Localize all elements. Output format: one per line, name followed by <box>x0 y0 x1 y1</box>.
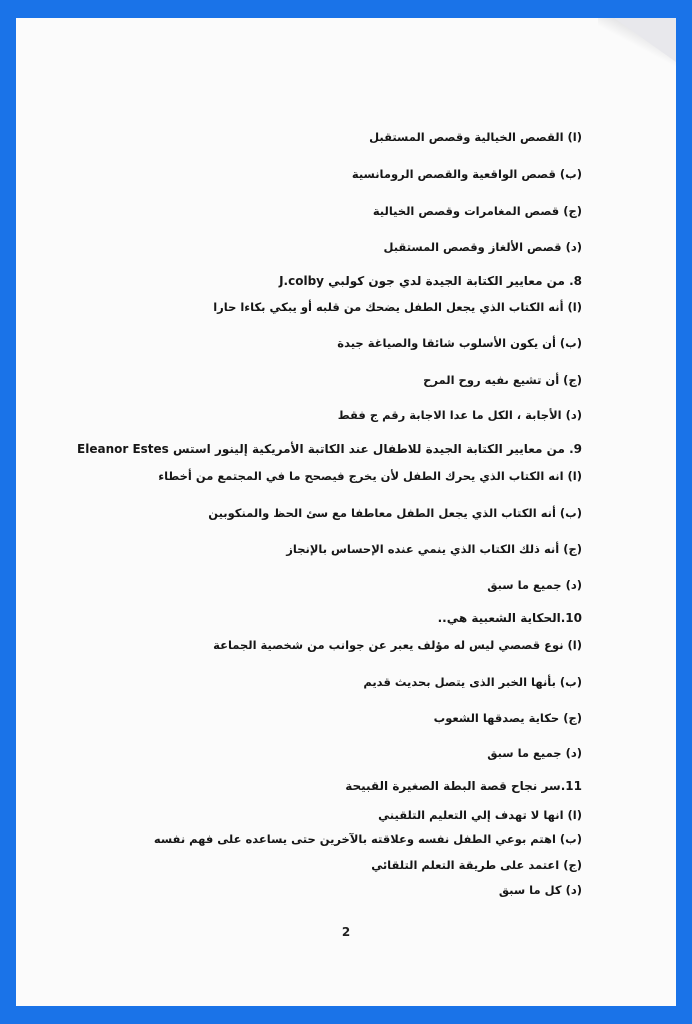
q8-option-c: (ج) أن تشيع ىفيه روح المرح <box>423 373 582 387</box>
q11-title: 11.سر نجاح قصة البطة الصغيرة القبيحة <box>345 779 582 793</box>
document-page <box>16 18 676 1006</box>
q9-option-d: (د) جميع ما سبق <box>487 578 582 592</box>
q11-option-b: (ب) اهتم بوعي الطفل نفسه وعلاقته بالآخرين حتى يساعده على فهم نفسه <box>153 832 582 846</box>
q10-option-c: (ج) حكاية يصدقها الشعوب <box>433 711 582 725</box>
q10-option-a: (ا) نوع قصصي ليس له مؤلف يعبر عن جوانب من شخصية الجماعة <box>213 638 582 652</box>
q7-option-c: (ج) قصص المغامرات وقصص الخيالية <box>372 204 582 218</box>
q7-option-b: (ب) قصص الواقعية والقصص الرومانسية <box>351 167 582 181</box>
q9-option-a: (ا) انه الكتاب الذي يحرك الطفل لأن يخرج فيصحح ما في المجتمع من أخطاء <box>158 469 582 483</box>
q10-title: 10.الحكاية الشعبية هي.. <box>437 611 582 625</box>
q10-option-b: (ب) بأنها الخبر الذى يتصل بحديث قديم <box>363 675 582 689</box>
q9-title: 9. من معايير الكتابة الجيدة للاطفال عند الكاتبة الأمريكية إلينور استس Eleanor Estes <box>77 442 582 456</box>
q11-option-c: (ج) اعتمد على طريقة التعلم التلقائي <box>371 858 582 872</box>
q9-option-c: (ج) أنه ذلك الكتاب الذي ينمي عنده الإحساس بالإنجاز <box>286 542 582 556</box>
q10-option-d: (د) جميع ما سبق <box>487 746 582 760</box>
q7-option-a: (ا) القصص الخيالية وقصص المستقبل <box>369 130 582 144</box>
q9-option-b: (ب) أنه الكتاب الذي يجعل الطفل معاطفا مع سئ الحظ والمنكوبين <box>208 506 582 520</box>
q11-option-a: (ا) انها لا تهدف إلي التعليم التلقيني <box>378 808 582 822</box>
page-content <box>16 18 676 1006</box>
q8-title: 8. من معايير الكتابة الجيدة لدي جون كولبي J.colby <box>279 274 582 288</box>
q8-option-a: (ا) أنه الكتاب الذي يجعل الطفل يضحك من قلبه أو يبكي بكاءا حارا <box>213 300 582 314</box>
q11-option-d: (د) كل ما سبق <box>498 883 582 897</box>
q8-option-b: (ب) أن يكون الأسلوب شائقا والصياغة جيدة <box>337 336 582 350</box>
q8-option-d: (د) الأجابة ، الكل ما عدا الاجابة رقم ج فقط <box>337 408 582 422</box>
q7-option-d: (د) قصص الألغاز وقصص المستقبل <box>383 240 582 254</box>
page-number: 2 <box>341 925 351 939</box>
